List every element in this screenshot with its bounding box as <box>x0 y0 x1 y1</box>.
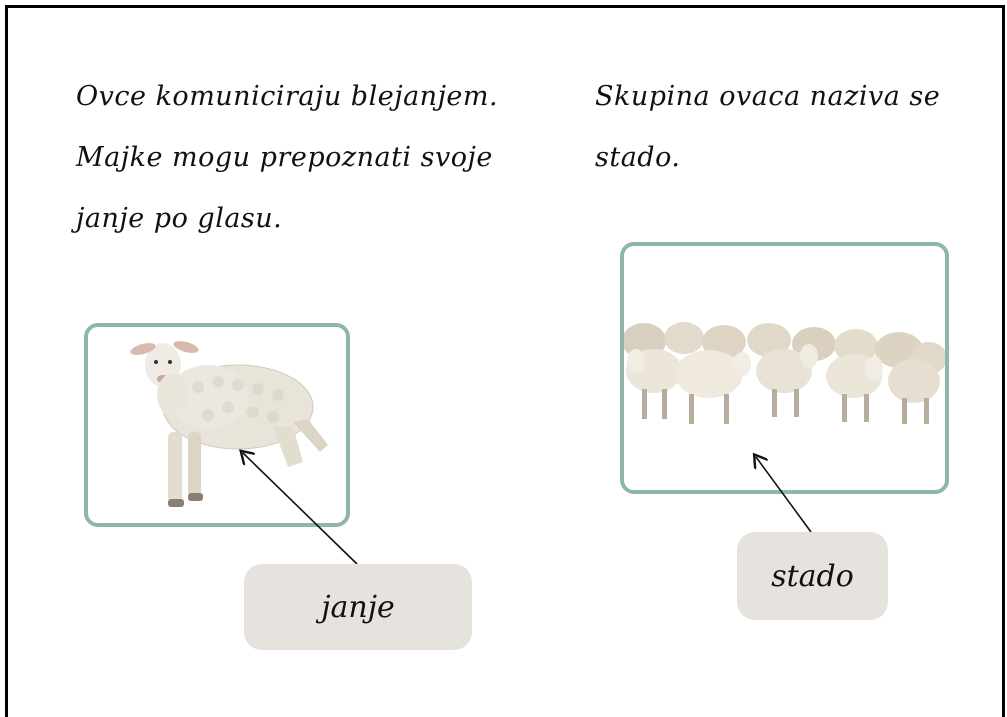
left-text <box>76 66 498 249</box>
left-text-line: Ovce komuniciraju blejanjem. <box>76 81 499 112</box>
right-text-line: stado. <box>595 142 681 173</box>
flock-image-frame <box>620 242 949 494</box>
flock-image <box>624 246 945 490</box>
right-text-line: Skupina ovaca naziva se <box>595 81 941 112</box>
left-text-line: janje po glasu. <box>76 203 283 234</box>
lamb-image-frame <box>84 323 350 527</box>
flock-label: stado <box>771 558 854 594</box>
lamb-label-card[interactable] <box>244 564 472 650</box>
left-text-line: Majke mogu prepoznati svoje <box>76 142 493 173</box>
lamb-label: janje <box>321 589 395 625</box>
lamb-image <box>88 327 346 523</box>
right-text <box>595 66 940 188</box>
flock-label-card[interactable] <box>737 532 888 620</box>
